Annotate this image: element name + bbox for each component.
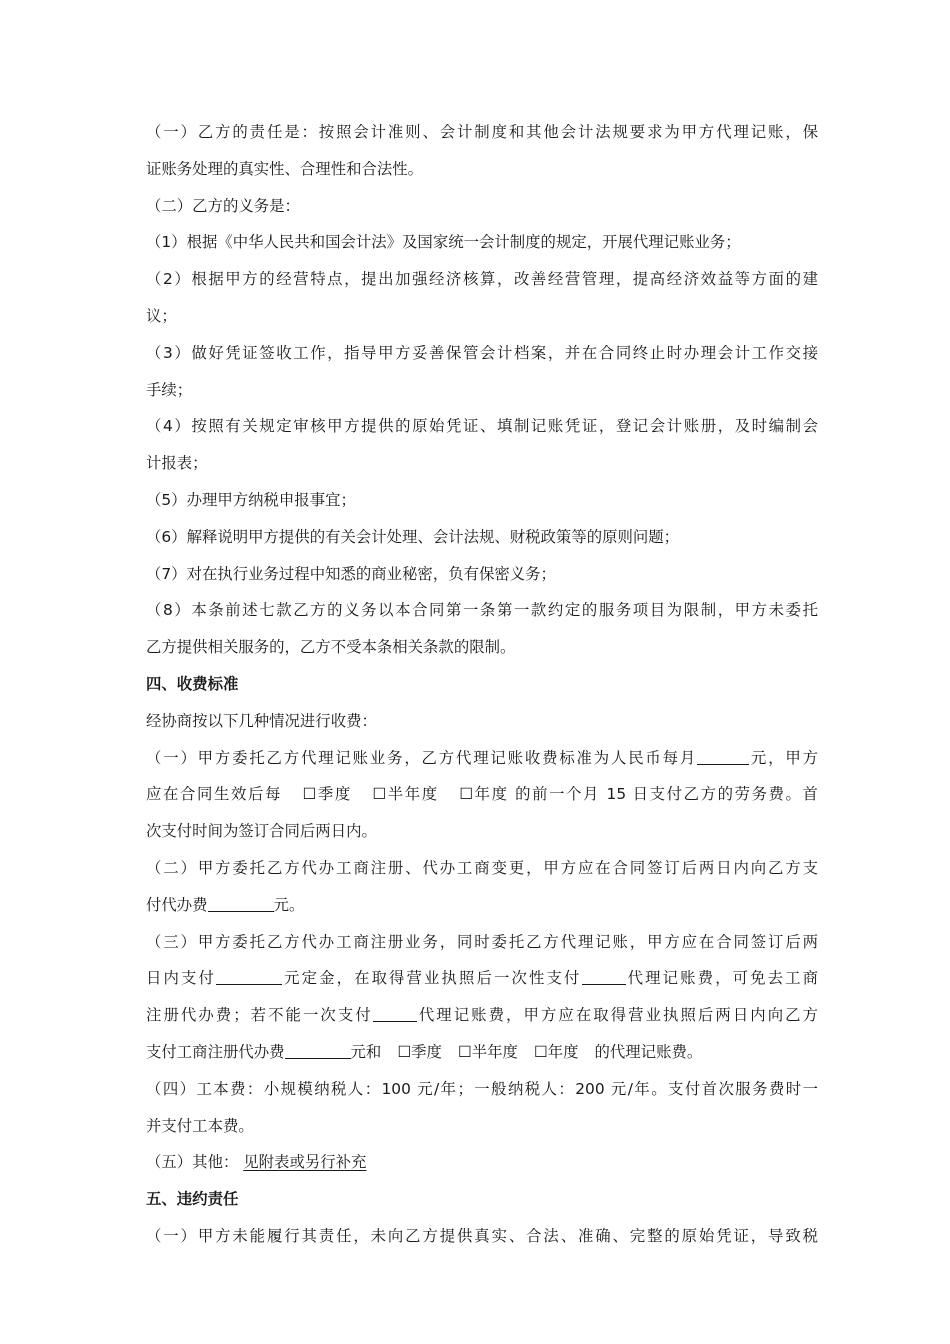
deposit-blank[interactable]	[216, 967, 282, 985]
text-span: 元。	[273, 895, 305, 914]
paragraph-line: （3）做好凭证签收工作，指导甲方妥善保管会计档案，并在合同终止时办理会计工作交接	[146, 343, 818, 362]
paragraph-line: （8）本条前述七款乙方的义务以本合同第一条第一款约定的服务项目为限制，甲方未委托	[146, 601, 818, 620]
paragraph-line: （二）乙方的义务是：	[146, 196, 300, 215]
paragraph-line: （5）办理甲方纳税申报事宜；	[146, 490, 356, 509]
paragraph-line	[146, 1034, 818, 1071]
text-span: 元定金，在取得营业执照后一次性支付	[281, 969, 582, 988]
half-year-checkbox[interactable]: ☐半年度	[372, 785, 439, 804]
year-checkbox[interactable]: ☐年度	[533, 1042, 579, 1061]
paragraph-line	[146, 887, 818, 924]
paragraph-line: 经协商按以下几种情况进行收费：	[146, 711, 377, 730]
paragraph-line: 手续；	[146, 380, 193, 399]
paragraph-line: 计报表；	[146, 454, 208, 473]
text-span: 代理记账费，甲方应在取得营业执照后两日内向乙方	[416, 1006, 818, 1025]
paragraph-line: （1）根据《中华人民共和国会计法》及国家统一会计制度的规定，开展代理记账业务；	[146, 233, 741, 252]
text-span: 付代办费	[146, 895, 208, 914]
paragraph-line: （2）根据甲方的经营特点，提出加强经济核算，改善经营管理，提高经济效益等方面的建	[146, 270, 818, 289]
other-label: （五）其他：	[146, 1153, 239, 1172]
text-span: 代理记账费，可免去工商	[625, 969, 818, 988]
paragraph-line: （6）解释说明甲方提供的有关会计处理、会计法规、财税政策等的原则问题；	[146, 527, 680, 546]
paragraph-line	[146, 1144, 818, 1181]
lump-sum-fee-blank[interactable]	[582, 967, 626, 985]
text-span: 注册代办费；若不能一次支付	[146, 1006, 373, 1025]
registration-fee-blank[interactable]	[285, 1041, 351, 1059]
half-year-checkbox[interactable]: ☐半年度	[457, 1042, 518, 1061]
paragraph-line: 议；	[146, 306, 177, 325]
paragraph-line: 并支付工本费。	[146, 1116, 254, 1135]
text-span: 应在合同生效后每	[146, 785, 282, 804]
paragraph-line: （一）甲方未能履行其责任，未向乙方提供真实、合法、准确、完整的原始凭证，导致税	[146, 1226, 818, 1245]
text-span: 支付工商注册代办费	[146, 1042, 285, 1061]
text-span: 的代理记账费。	[594, 1042, 703, 1061]
paragraph-line: 次支付时间为签订合同后两日内。	[146, 822, 377, 841]
paragraph-line: 乙方提供相关服务的，乙方不受本条相关条款的限制。	[146, 638, 516, 657]
paragraph-line	[146, 740, 818, 777]
paragraph-line: （四）工本费：小规模纳税人：100 元/年；一般纳税人：200 元/年。支付首次服务费时一	[146, 1079, 818, 1098]
quarter-checkbox[interactable]: ☐季度	[302, 785, 352, 804]
paragraph-line	[146, 776, 818, 813]
section-heading: 五、违约责任	[146, 1190, 239, 1209]
document-body	[146, 114, 818, 1255]
paragraph-line: （二）甲方委托乙方代办工商注册、代办工商变更，甲方应在合同签订后两日内向乙方支	[146, 858, 818, 877]
paragraph-line: （三）甲方委托乙方代办工商注册业务，同时委托乙方代理记账，甲方应在合同签订后两	[146, 932, 818, 951]
section-heading: 四、收费标准	[146, 674, 239, 693]
paragraph-line: 证账务处理的真实性、合理性和合法性。	[146, 159, 424, 178]
text-span: （一）甲方委托乙方代理记账业务，乙方代理记账收费标准为人民币每月	[146, 748, 698, 767]
agency-fee-blank[interactable]	[208, 894, 274, 912]
paragraph-line: （7）对在执行业务过程中知悉的商业秘密，负有保密义务；	[146, 564, 556, 583]
other-value: 见附表或另行补充	[243, 1153, 367, 1172]
paragraph-line: （4）按照有关规定审核甲方提供的原始凭证、填制记账凭证，登记会计账册，及时编制会	[146, 417, 818, 436]
paragraph-line: （一）乙方的责任是：按照会计准则、会计制度和其他会计法规要求为甲方代理记账，保	[146, 123, 818, 141]
quarter-checkbox[interactable]: ☐季度	[397, 1042, 442, 1061]
text-span: 的前一个月 15 日支付乙方的劳务费。首	[515, 785, 818, 804]
text-span: 日内支付	[146, 969, 216, 988]
monthly-fee-blank[interactable]	[697, 747, 749, 765]
year-checkbox[interactable]: ☐年度	[459, 785, 509, 804]
paragraph-line	[146, 960, 818, 997]
text-span: 元和	[350, 1042, 382, 1061]
paragraph-line	[146, 997, 818, 1034]
text-span: 元，甲方	[749, 748, 818, 767]
bookkeeping-fee-blank[interactable]	[373, 1004, 417, 1022]
